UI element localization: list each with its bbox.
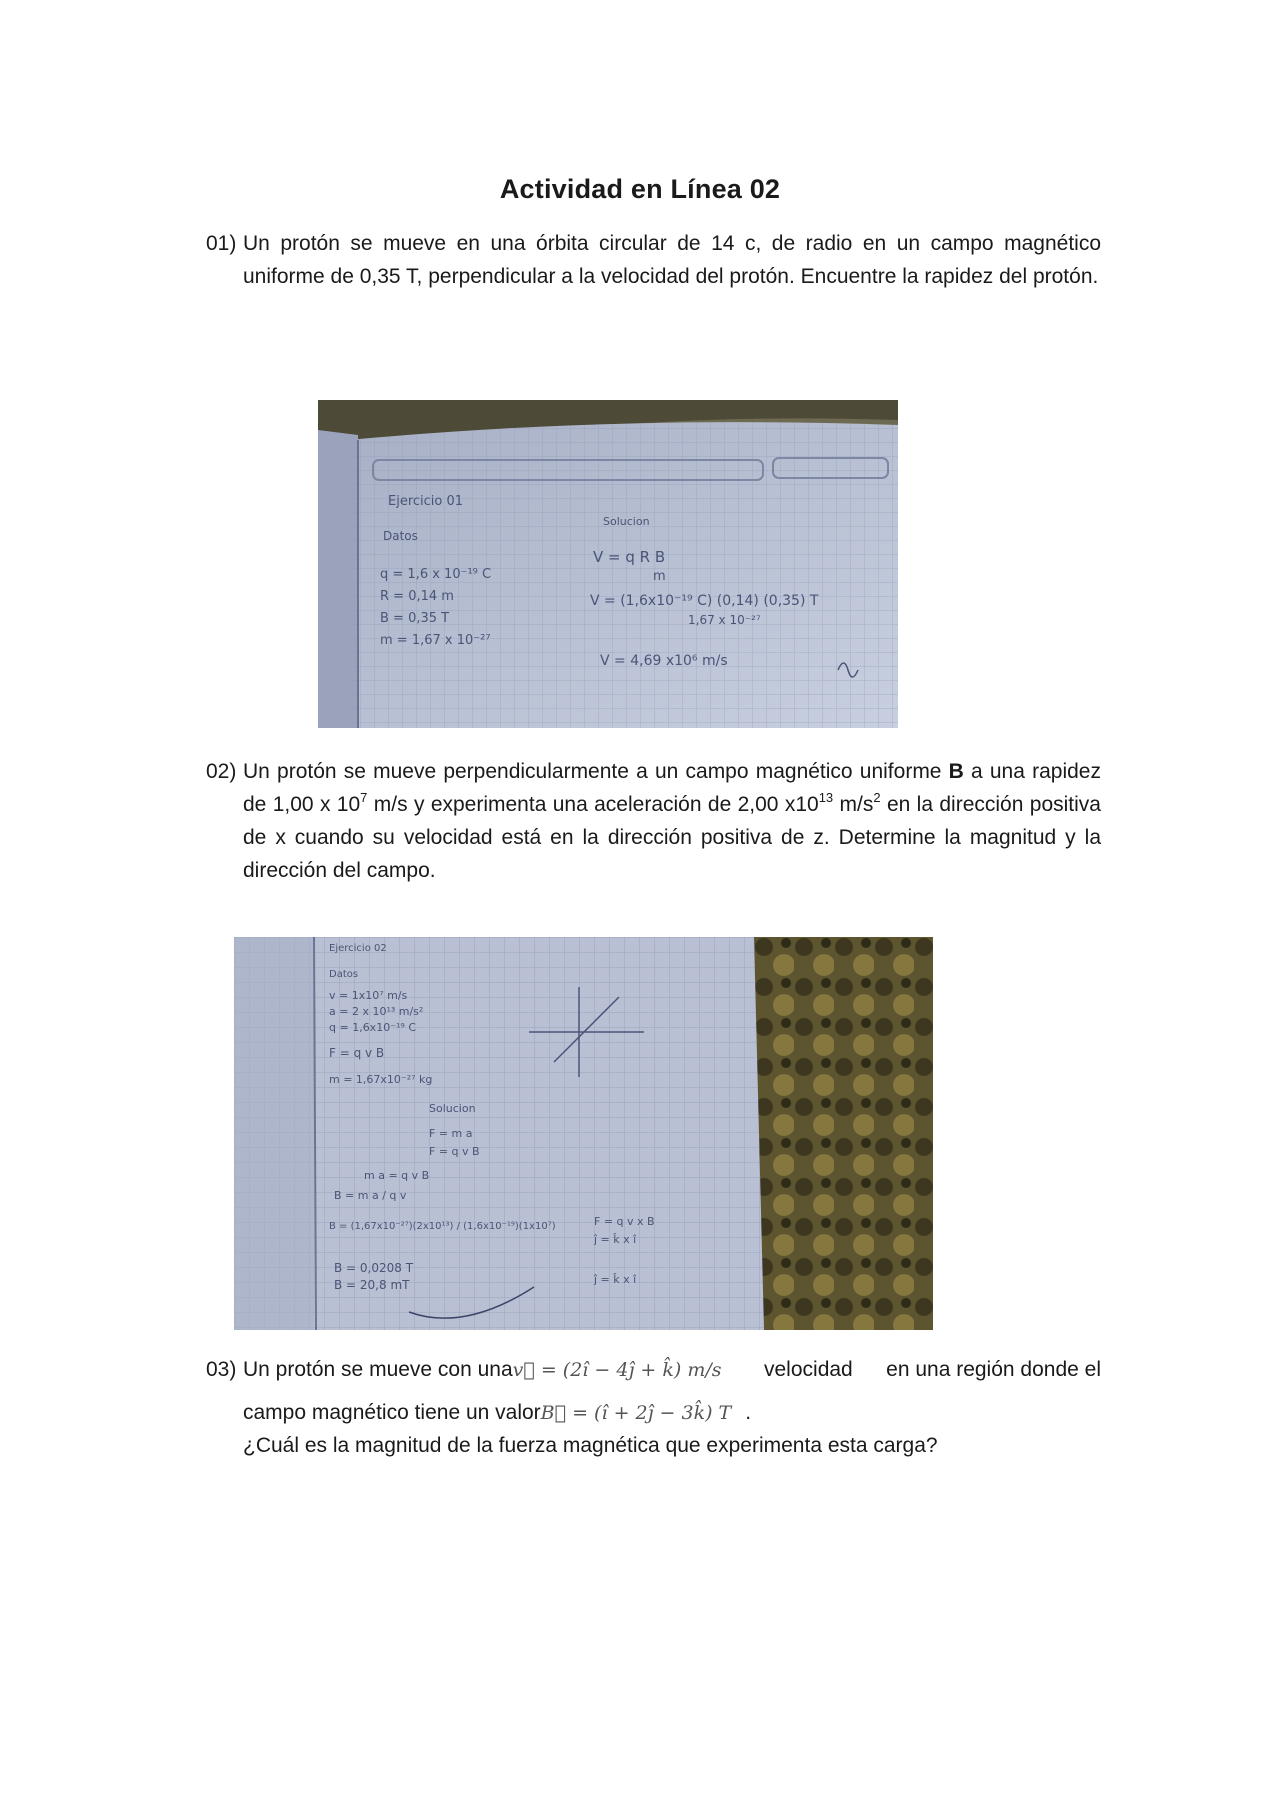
text-part: m/s <box>833 793 874 816</box>
problem-number: 01) <box>206 232 237 255</box>
hw-right: F = q v x B <box>594 1215 655 1228</box>
hw-dato: R = 0,14 m <box>380 589 454 604</box>
hw-dato: q = 1,6 x 10⁻¹⁹ C <box>380 567 492 582</box>
text-part: Un protón se mueve perpendicularmente a un campo magnético uniforme <box>243 760 949 783</box>
text-part: en una región donde el <box>886 1358 1101 1381</box>
text-part: campo magnético tiene un valor <box>243 1401 541 1424</box>
hw-dato: m = 1,67 x 10⁻²⁷ <box>380 633 491 648</box>
hw-solucion-label: Solucion <box>429 1102 476 1115</box>
hw-right: ĵ = k̂ x î <box>594 1233 637 1246</box>
exponent: 13 <box>818 790 834 805</box>
hw-right: ĵ = k̂ x î <box>594 1273 637 1286</box>
text-part: m/s y experimenta una aceleración de 2,00 x10 <box>367 793 819 816</box>
hw-line: B = m a / q v <box>334 1189 407 1202</box>
notebook-photo-2 <box>234 937 933 1330</box>
hw-heading: Ejercicio 02 <box>329 943 387 954</box>
velocity-formula: v⃗ = (2î − 4ĵ + k̂) m/s <box>512 1359 722 1381</box>
hw-dato: v = 1x10⁷ m/s <box>329 989 408 1002</box>
problem-line <box>243 1396 1101 1429</box>
hw-line: m a = q v B <box>364 1169 430 1182</box>
problem-02 <box>206 755 1101 887</box>
notebook-photo-1 <box>318 400 898 728</box>
page-title: Actividad en Línea 02 <box>499 174 781 204</box>
field-formula: B⃗ = (î + 2ĵ − 3k̂) T <box>540 1402 732 1424</box>
text-part: a una rapidez de 1,00 x 10 <box>243 760 1101 816</box>
hw-dato: q = 1,6x10⁻¹⁹ C <box>329 1021 416 1034</box>
text-part: velocidad <box>764 1358 853 1381</box>
problem-number: 02) <box>206 760 237 783</box>
hw-result: B = 20,8 mT <box>334 1278 410 1292</box>
hw-dato: m = 1,67x10⁻²⁷ kg <box>329 1073 433 1086</box>
problem-number: 03) <box>206 1358 237 1381</box>
hw-result: B = 0,0208 T <box>334 1261 414 1275</box>
field-symbol: B <box>948 760 964 783</box>
problem-03 <box>206 1353 1101 1462</box>
exponent: 7 <box>360 790 368 805</box>
hw-dato: B = 0,35 T <box>380 611 450 626</box>
hw-datos-label: Datos <box>329 969 359 980</box>
hw-formula-den: m <box>653 569 666 584</box>
hw-line: F = m a <box>429 1127 473 1140</box>
problem-text: Un protón se mueve en una órbita circular de 14 c, de radio en un campo magnético uniforme de 0,35 T, perpendicular a la velocidad del protón. Encuentre la rapidez del protón. <box>243 232 1101 288</box>
problem-01 <box>206 227 1101 293</box>
problem-line <box>243 1353 1101 1386</box>
problem-question: ¿Cuál es la magnitud de la fuerza magnética que experimenta esta carga? <box>243 1434 938 1457</box>
hw-heading: Ejercicio 01 <box>388 494 464 509</box>
hw-calc: B = (1,67x10⁻²⁷)(2x10¹³) / (1,6x10⁻¹⁹)(1x10⁷) <box>329 1221 556 1232</box>
hw-substitution-den: 1,67 x 10⁻²⁷ <box>688 613 761 627</box>
hw-result: V = 4,69 x10⁶ m/s <box>600 653 728 669</box>
hw-dato: a = 2 x 10¹³ m/s² <box>329 1005 424 1018</box>
text-part: . <box>745 1401 752 1424</box>
hw-line: F = q v B <box>429 1145 480 1158</box>
exponent: 2 <box>873 790 881 805</box>
hw-solucion-label: Solucion <box>603 515 650 528</box>
text-part: Un protón se mueve con una <box>243 1358 513 1381</box>
problem-text <box>243 755 1101 887</box>
hw-formula: V = q R B <box>593 548 666 566</box>
hw-datos-label: Datos <box>383 529 418 543</box>
hw-substitution: V = (1,6x10⁻¹⁹ C) (0,14) (0,35) T <box>590 593 819 609</box>
hw-dato: F = q v B <box>329 1046 385 1060</box>
text-part: en la dirección positiva de x cuando su velocidad está en la dirección positiva de z. Determine la magnitud y la dirección del campo. <box>243 793 1101 882</box>
